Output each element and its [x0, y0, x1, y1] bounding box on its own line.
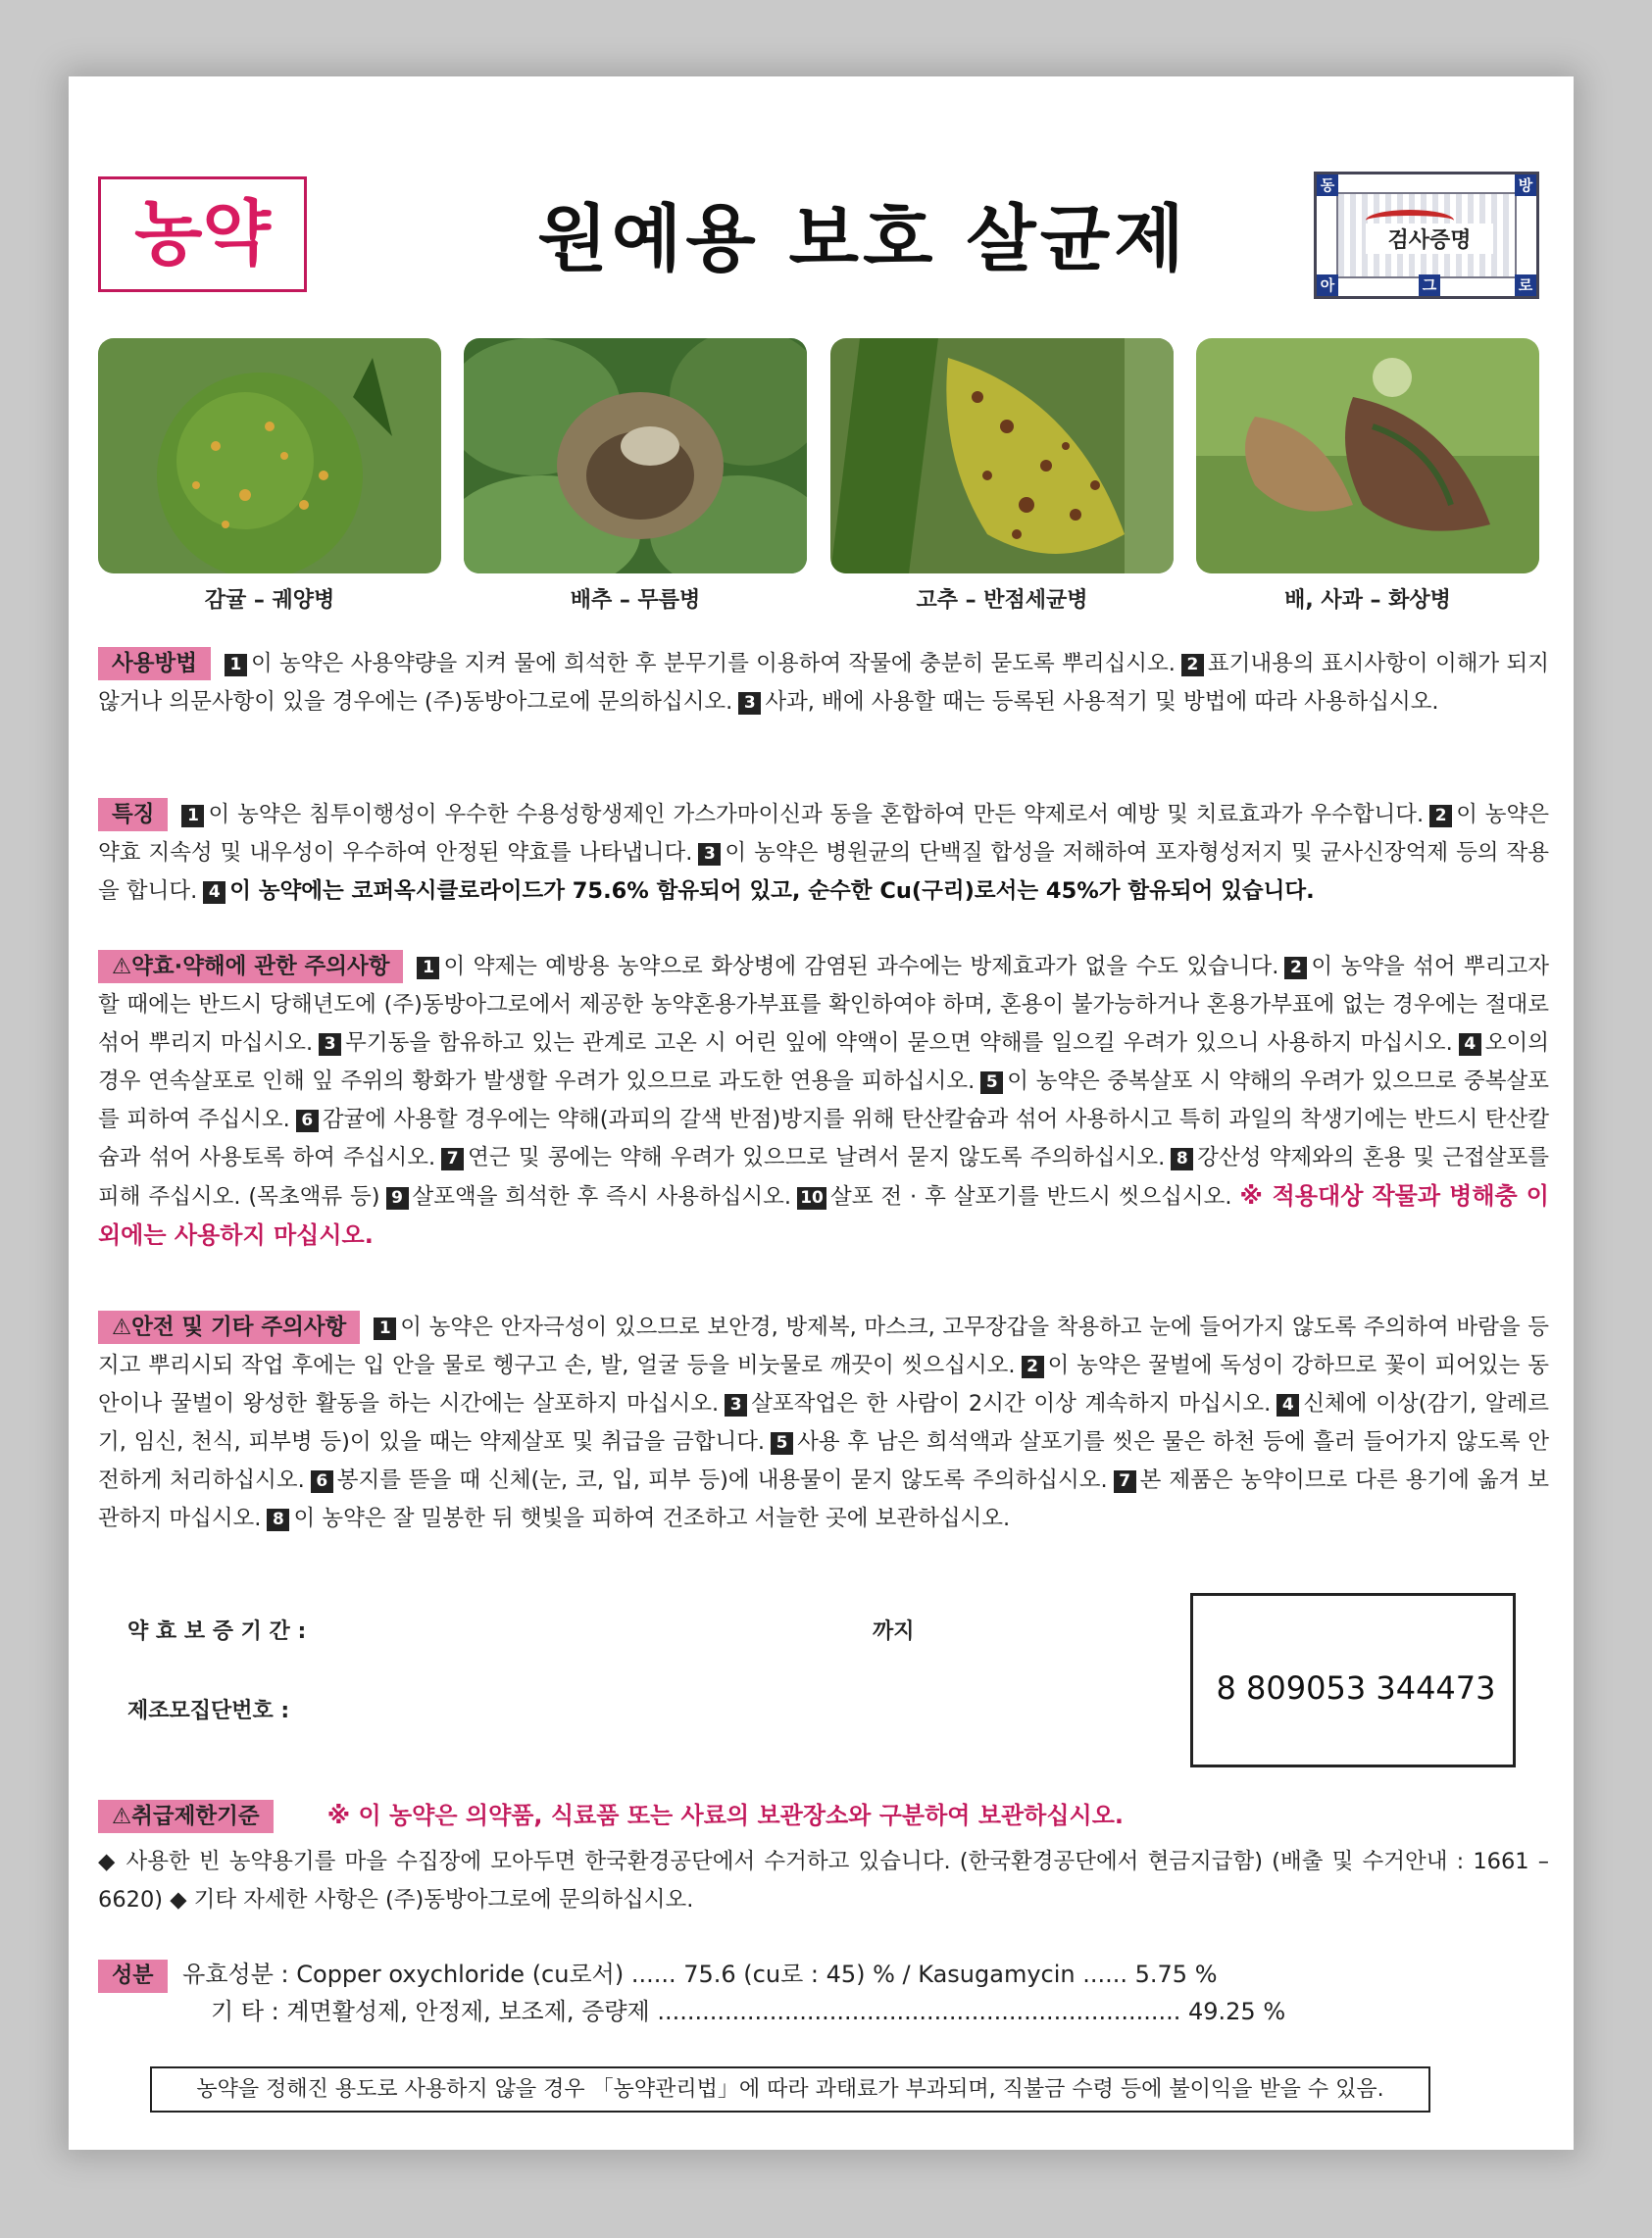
efficacy-item: 이 농약은 중복살포 시 약해의 우려가 있으므로 중복살포를 피하여 주십시오. — [98, 1069, 1549, 1132]
stamp-corner: 그 — [1419, 274, 1440, 296]
handling-section — [98, 1797, 1549, 1836]
number-badge-icon: 2 — [1429, 805, 1452, 827]
handling-warning: ※ 이 농약은 의약품, 식료품 또는 사료의 보관장소와 구분하여 보관하십시오. — [326, 1802, 1125, 1829]
ingredients-row — [98, 1956, 1471, 1993]
number-badge-icon: 3 — [725, 1394, 747, 1417]
number-badge-icon: 3 — [319, 1033, 341, 1056]
efficacy-item: 무기동을 함유하고 있는 관계로 고온 시 어린 잎에 약액이 묻으면 약해를 일으킬 우려가 있으니 사용하지 마십시오. — [345, 1030, 1453, 1056]
number-badge-icon: 2 — [1181, 654, 1204, 676]
efficacy-tag: ⚠약효·약해에 관한 주의사항 — [98, 950, 403, 983]
expiry-label: 약 효 보 증 기 간 : — [127, 1619, 307, 1644]
safety-item: 살포작업은 한 사람이 2시간 이상 계속하지 마십시오. — [751, 1391, 1272, 1417]
safety-item: 본 제품은 농약이므로 다른 용기에 옮겨 보관하지 마십시오. — [98, 1467, 1550, 1531]
number-badge-icon: 1 — [374, 1318, 396, 1340]
barcode-box — [1190, 1593, 1516, 1767]
other-label: 기 타 : — [211, 1998, 279, 2025]
stamp-corner: 로 — [1515, 274, 1536, 296]
safety-tag: ⚠안전 및 기타 주의사항 — [98, 1311, 360, 1344]
handling-notes: ◆ 사용한 빈 농약용기를 마을 수집장에 모아두면 한국환경공단에서 수거하고 있습니다. (한국환경공단에서 현금지급함) (배출 및 수거안내 : 1661 – 6620) ◆ 기타 자세한 사항은 (주)동방아그로에 문의하십시오. — [98, 1849, 1549, 1913]
stamp-corner: 동 — [1317, 174, 1338, 196]
efficacy-item: 강산성 약제와의 혼용 및 근접살포를 피해 주십시오. (목초액류 등) — [98, 1145, 1549, 1210]
product-title: 원예용 보호 살균제 — [537, 197, 1188, 281]
lot-label: 제조모집단번호 : — [127, 1699, 290, 1723]
number-badge-icon: 4 — [1459, 1033, 1481, 1056]
ingredients-tag: 성분 — [98, 1960, 168, 1993]
number-badge-icon: 5 — [771, 1432, 793, 1455]
number-badge-icon: 1 — [181, 805, 204, 827]
feature-item-bold: 이 농약에는 코퍼옥시클로라이드가 75.6% 함유되어 있고, 순수한 Cu(구리)로서는 45%가 함유되어 있습니다. — [229, 878, 1315, 904]
number-badge-icon: 1 — [417, 957, 439, 979]
number-badge-icon: 4 — [1277, 1394, 1299, 1417]
usage-tag: 사용방법 — [98, 647, 211, 680]
safety-item: 사용 후 남은 희석액과 살포기를 씻은 물은 하천 등에 흘러 들어가지 않도록 안전하게 처리하십시오. — [98, 1429, 1549, 1493]
number-badge-icon: 7 — [441, 1148, 464, 1170]
pear-apple-fire-blight-photo — [1196, 338, 1539, 573]
efficacy-item: 이 농약을 섞어 뿌리고자 할 때에는 반드시 당해년도에 (주)동방아그로에서 제공한 농약혼용가부표를 확인하여야 하며, 혼용이 불가능하거나 혼용가부표에 없는 경우에는 절대로 섞어 뿌리지 마십시오. — [98, 954, 1549, 1056]
efficacy-item: 살포 전 · 후 살포기를 반드시 씻으십시오. — [830, 1184, 1232, 1210]
number-badge-icon: 6 — [296, 1110, 319, 1132]
pepper-bacterial-spot-photo — [830, 338, 1174, 573]
efficacy-item: 살포액을 희석한 후 즉시 사용하십시오. — [412, 1184, 792, 1210]
efficacy-item: 오이의 경우 연속살포로 인해 잎 주위의 황화가 발생할 우려가 있으므로 과도한 연용을 피하십시오. — [98, 1030, 1549, 1094]
citrus-canker-photo — [98, 338, 441, 573]
safety-item: 이 농약은 꿀벌에 독성이 강하므로 꽃이 피어있는 동안이나 꿀벌이 왕성한 활동을 하는 시간에는 살포하지 마십시오. — [98, 1353, 1549, 1417]
safety-item: 이 농약은 안자극성이 있으므로 보안경, 방제복, 마스크, 고무장갑을 착용하고 눈에 들어가지 않도록 주의하여 바람을 등지고 뿌리시되 작업 후에는 입 안을 물로 헹구고 손, 발, 얼굴 등을 비눗물로 깨끗이 씻으십시오. — [98, 1315, 1549, 1378]
feature-item: 이 농약은 병원균의 단백질 합성을 저해하여 포자형성저지 및 균사신장억제 등의 작용을 합니다. — [98, 840, 1549, 904]
photo-caption: 배추 – 무름병 — [570, 588, 701, 613]
handling-tag: ⚠취급제한기준 — [98, 1800, 274, 1833]
usage-item: 이 농약은 사용약량을 지켜 물에 희석한 후 분무기를 이용하여 작물에 충분히 묻도록 뿌리십시오. — [250, 651, 1176, 676]
efficacy-warning: ※ 적용대상 작물과 병해충 이외에는 사용하지 마십시오. — [98, 1182, 1549, 1249]
photo-caption: 감귤 – 궤양병 — [204, 588, 335, 613]
number-badge-icon: 8 — [267, 1509, 289, 1531]
efficacy-item: 감귤에 사용할 경우에는 약해(과피의 갈색 반점)방지를 위해 탄산칼슘과 섞어 사용하시고 특히 과일의 착생기에는 반드시 탄산칼슘과 섞어 사용토록 하여 주십시오. — [98, 1107, 1549, 1170]
number-badge-icon: 3 — [738, 692, 761, 715]
number-badge-icon: 2 — [1022, 1356, 1044, 1378]
safety-item: 봉지를 뜯을 때 신체(눈, 코, 입, 피부 등)에 내용물이 묻지 않도록 주의하십시오. — [336, 1467, 1108, 1493]
feature-item: 이 농약은 침투이행성이 우수한 수용성항생제인 가스가마이신과 동을 혼합하여 만든 약제로서 예방 및 치료효과가 우수합니다. — [208, 802, 1425, 827]
number-badge-icon: 7 — [1114, 1470, 1136, 1493]
legal-notice: 농약을 정해진 용도로 사용하지 않을 경우 「농약관리법」에 따라 과태료가 부과되며, 직불금 수령 등에 불이익을 받을 수 있음. — [150, 2066, 1430, 2113]
stamp-corner: 아 — [1317, 274, 1338, 296]
usage-item: 사과, 배에 사용할 때는 등록된 사용적기 및 방법에 따라 사용하십시오. — [765, 689, 1439, 715]
other-text: 계면활성제, 안정제, 보조제, 증량제 ...................................................................... 49.25 % — [286, 1998, 1286, 2025]
photo-caption: 배, 사과 – 화상병 — [1284, 588, 1451, 613]
stamp-label: 검사증명 — [1366, 224, 1493, 254]
active-text: Copper oxychloride (cu로서) ...... 75.6 (cu로 : 45) % / Kasugamycin ...... 5.75 % — [296, 1961, 1218, 1988]
number-badge-icon: 9 — [386, 1187, 409, 1210]
feature-item: 이 농약은 약효 지속성 및 내우성이 우수하여 안정된 약효를 나타냅니다. — [98, 802, 1549, 866]
number-badge-icon: 10 — [797, 1187, 826, 1210]
number-badge-icon: 2 — [1284, 957, 1307, 979]
cabbage-soft-rot-photo — [464, 338, 807, 573]
usage-section — [98, 645, 1549, 721]
number-badge-icon: 4 — [203, 881, 225, 904]
safety-item: 신체에 이상(감기, 알레르기, 임신, 천식, 피부병 등)이 있을 때는 약제살포 및 취급을 금합니다. — [98, 1391, 1549, 1455]
barcode-number: 8 809053 344473 — [1216, 1669, 1496, 1707]
category-badge: 농약 — [98, 176, 307, 292]
features-tag: 특징 — [98, 798, 168, 831]
ingredients-row — [98, 1993, 1471, 2030]
ingredients-section — [98, 1956, 1471, 2030]
photo-caption: 고추 – 반점세균병 — [916, 588, 1088, 613]
number-badge-icon: 3 — [698, 843, 721, 866]
expiry-suffix: 까지 — [873, 1619, 915, 1644]
efficacy-section — [98, 948, 1549, 1256]
efficacy-item: 이 약제는 예방용 농약으로 화상병에 감염된 과수에는 방제효과가 없을 수도 있습니다. — [443, 954, 1279, 979]
active-label: 유효성분 : — [182, 1961, 289, 1988]
stamp-corner: 방 — [1515, 174, 1536, 196]
number-badge-icon: 8 — [1171, 1148, 1193, 1170]
inspection-stamp — [1314, 172, 1539, 299]
usage-item: 표기내용의 표시사항이 이해가 되지 않거나 의문사항이 있을 경우에는 (주)동방아그로에 문의하십시오. — [98, 651, 1549, 715]
number-badge-icon: 5 — [980, 1071, 1003, 1094]
number-badge-icon: 6 — [311, 1470, 333, 1493]
safety-item: 이 농약은 잘 밀봉한 뒤 햇빛을 피하여 건조하고 서늘한 곳에 보관하십시오. — [293, 1506, 1011, 1531]
safety-section — [98, 1309, 1549, 1538]
features-section — [98, 796, 1549, 911]
efficacy-item: 연근 및 콩에는 약해 우려가 있으므로 날려서 묻지 않도록 주의하십시오. — [468, 1145, 1166, 1170]
number-badge-icon: 1 — [225, 654, 247, 676]
